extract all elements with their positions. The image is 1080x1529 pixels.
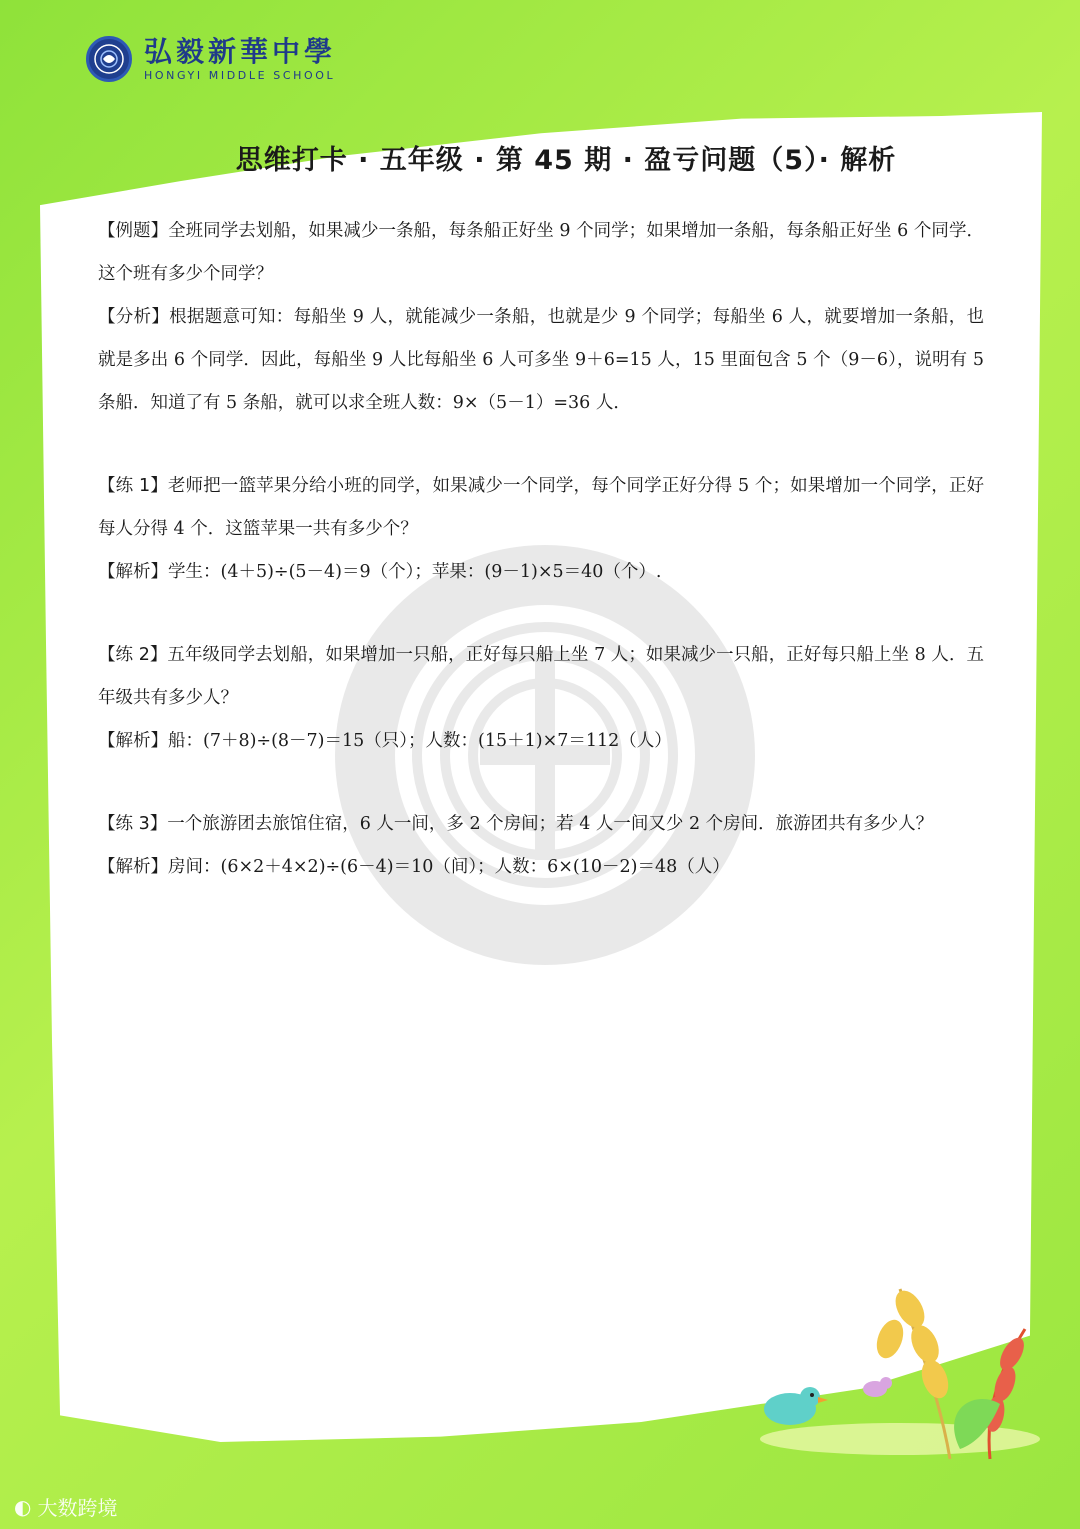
analysis-tag: 【分析】	[98, 307, 170, 327]
school-logo	[86, 36, 336, 82]
exercise-question	[98, 465, 984, 551]
page-title: 思维打卡 · 五年级 · 第 45 期 · 盈亏问题（5）· 解析	[235, 145, 897, 176]
birds-and-leaves-illustration	[750, 1269, 1050, 1469]
example-question-text: 全班同学去划船，如果减少一条船，每条船正好坐 9 个同学；如果增加一条船，每条船正好坐 6 个同学．这个班有多少个同学？	[98, 221, 984, 284]
solution-tag: 【解析】	[98, 731, 168, 751]
exercise-solution	[98, 846, 984, 889]
example-question	[98, 210, 984, 296]
exercise-tag: 【练 3】	[98, 814, 168, 834]
school-badge-icon	[86, 36, 132, 82]
example-analysis	[98, 296, 984, 425]
exercise-solution-text: 船：(7＋8)÷(8－7)＝15（只）；人数：(15＋1)×7＝112（人）	[168, 731, 672, 751]
school-name-en: HONGYI MIDDLE SCHOOL	[144, 68, 336, 82]
exercise-question-text: 一个旅游团去旅馆住宿，6 人一间，多 2 个房间；若 4 人一间又少 2 个房间．旅游团共有多少人？	[167, 814, 934, 834]
school-name-cn: 弘毅新華中學	[144, 34, 337, 68]
example-tag: 【例题】	[98, 221, 169, 241]
content	[98, 210, 984, 929]
example-analysis-text: 根据题意可知：每船坐 9 人，就能减少一条船，也就是少 9 个同学；每船坐 6 人，就要增加一条船，也就是多出 6 个同学．因此，每船坐 9 人比每船坐 6 人可多坐 9＋6=15 人，15 里面包含 5 个（9－6），说明有 5 条船．知道了有 5 条船，就可以求全班人数：9×（5－1）=36 人．	[98, 307, 985, 413]
footer-text: 大数跨境	[37, 1496, 118, 1520]
exercise-question	[98, 634, 984, 720]
exercise-2	[98, 634, 984, 763]
watermark-logo-icon: ◐	[14, 1494, 32, 1519]
exercise-solution	[98, 720, 984, 763]
solution-tag: 【解析】	[98, 562, 168, 582]
exercise-question-text: 五年级同学去划船，如果增加一只船，正好每只船上坐 7 人；如果减少一只船，正好每只船上坐 8 人．五年级共有多少人？	[98, 645, 984, 708]
footer-watermark	[14, 1492, 117, 1521]
exercise-tag: 【练 1】	[98, 476, 168, 496]
exercise-3	[98, 803, 984, 889]
exercise-solution-text: 学生：(4＋5)÷(5－4)＝9（个）；苹果：(9－1)×5＝40（个）.	[168, 562, 662, 582]
solution-tag: 【解析】	[98, 857, 168, 877]
exercise-question-text: 老师把一篮苹果分给小班的同学，如果减少一个同学，每个同学正好分得 5 个；如果增加一个同学，正好每人分得 4 个．这篮苹果一共有多少个？	[98, 476, 984, 539]
example-block	[98, 210, 984, 425]
exercise-tag: 【练 2】	[98, 645, 168, 665]
exercise-1	[98, 465, 984, 594]
exercise-solution-text: 房间：(6×2＋4×2)÷(6－4)＝10（间）；人数：6×(10－2)＝48（人）	[168, 857, 730, 877]
exercise-question	[98, 803, 984, 846]
exercise-solution	[98, 551, 984, 594]
